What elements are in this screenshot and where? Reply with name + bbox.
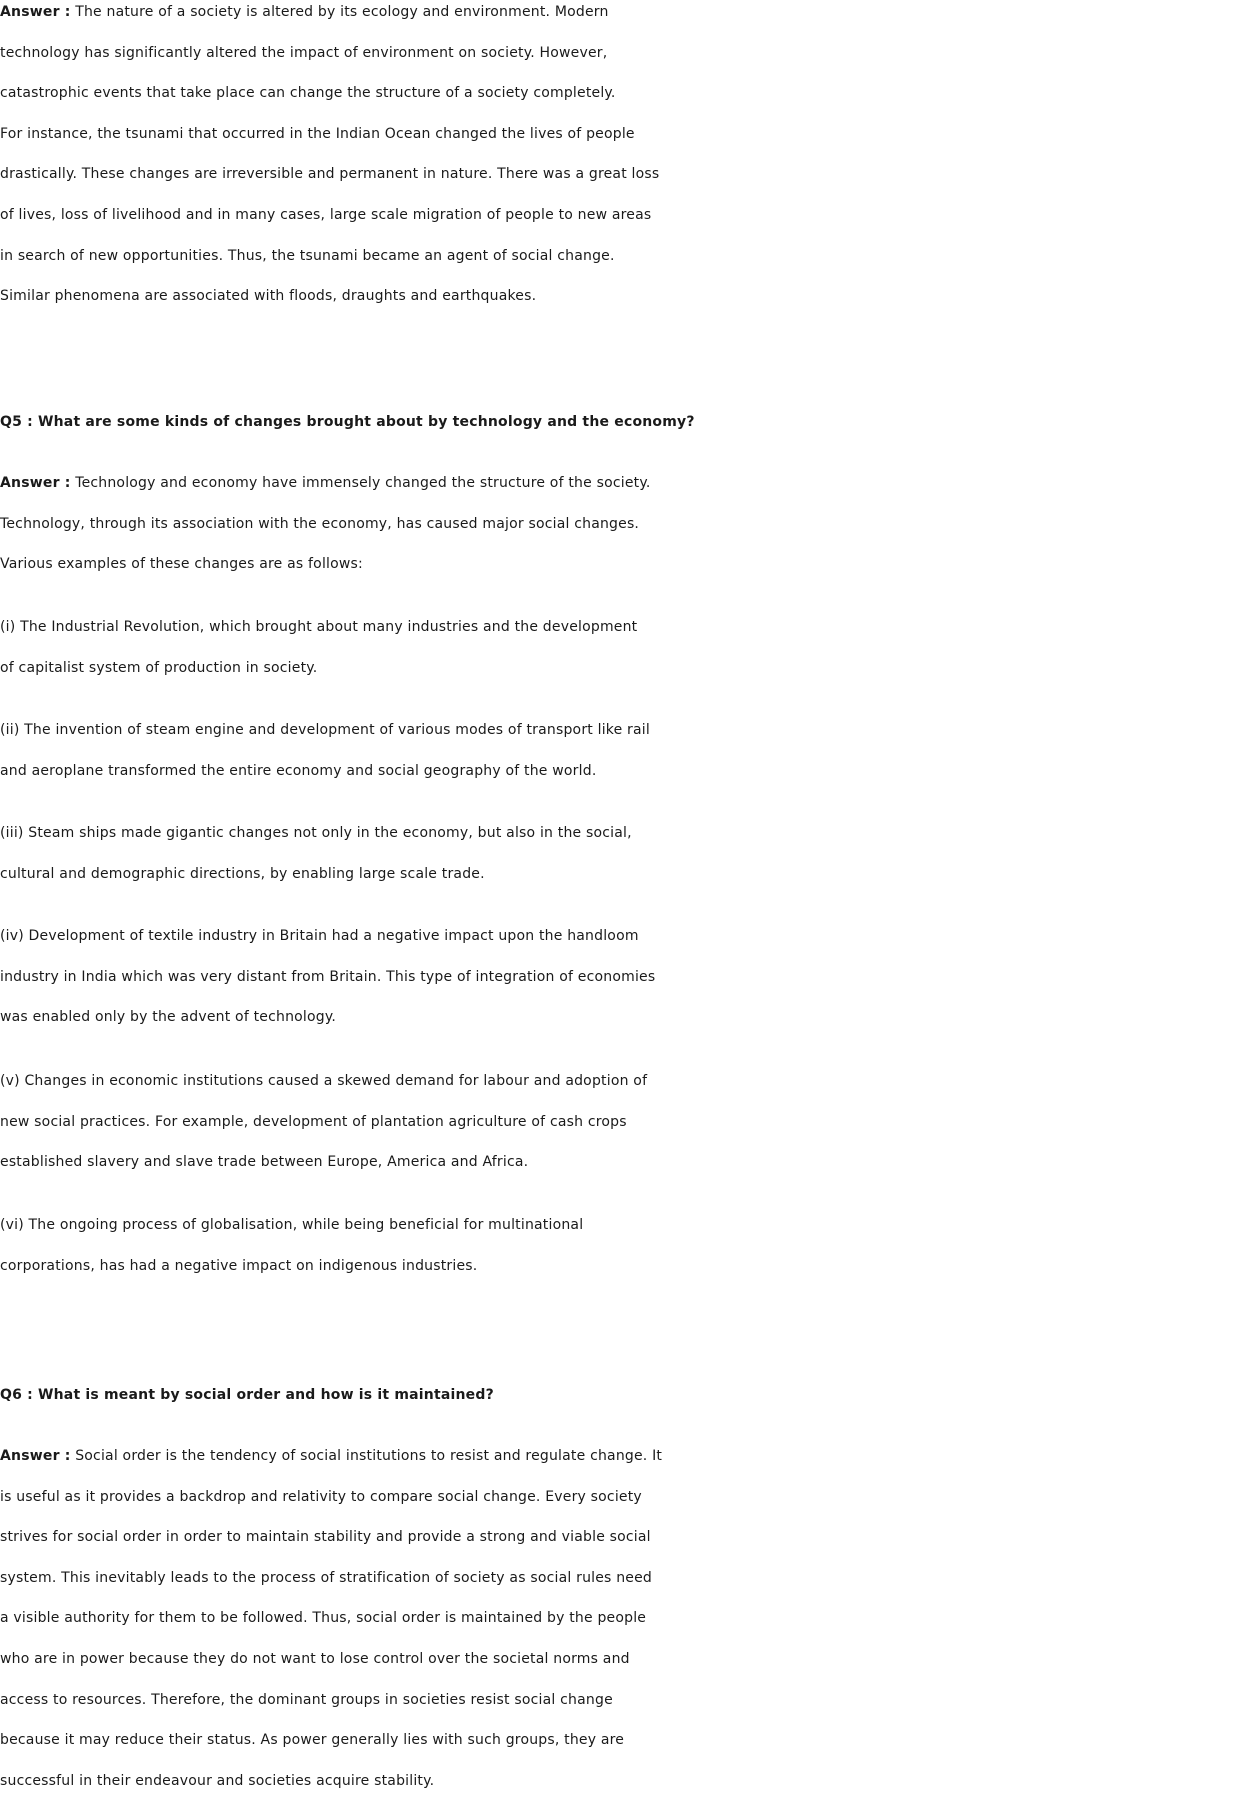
answer-line: Answer : Technology and economy have immensely changed the structure of the society. bbox=[0, 475, 651, 491]
answer-line: is useful as it provides a backdrop and relativity to compare social change. Every society bbox=[0, 1488, 642, 1505]
answer-line: drastically. These changes are irreversible and permanent in nature. There was a great loss bbox=[0, 166, 660, 183]
answer-line: who are in power because they do not want to lose control over the societal norms and bbox=[0, 1650, 630, 1667]
answer-line: catastrophic events that take place can change the structure of a society completely. bbox=[0, 85, 616, 102]
answer-line: system. This inevitably leads to the process of stratification of society as social rules need bbox=[0, 1569, 652, 1586]
q5-point-iv bbox=[0, 916, 1251, 1038]
point-line: cultural and demographic directions, by enabling large scale trade. bbox=[0, 865, 485, 882]
point-line: and aeroplane transformed the entire economy and social geography of the world. bbox=[0, 762, 597, 779]
point-line: new social practices. For example, development of plantation agriculture of cash crops bbox=[0, 1113, 627, 1130]
point-line: (v) Changes in economic institutions caused a skewed demand for labour and adoption of bbox=[0, 1073, 648, 1089]
answer-line: Various examples of these changes are as follows: bbox=[0, 556, 363, 573]
point-line: (i) The Industrial Revolution, which brought about many industries and the development bbox=[0, 619, 638, 635]
answer-label: Answer : bbox=[0, 1448, 71, 1464]
answer-line: technology has significantly altered the impact of environment on society. However, bbox=[0, 44, 608, 61]
answer-line: a visible authority for them to be followed. Thus, social order is maintained by the people bbox=[0, 1610, 647, 1627]
answer-line: Technology, through its association with the economy, has caused major social changes. bbox=[0, 515, 640, 532]
q5-point-v bbox=[0, 1061, 1251, 1183]
point-line: corporations, has had a negative impact on indigenous industries. bbox=[0, 1257, 478, 1274]
answer-line: Similar phenomena are associated with floods, draughts and earthquakes. bbox=[0, 288, 537, 305]
point-line: (vi) The ongoing process of globalisation, while being beneficial for multinational bbox=[0, 1217, 584, 1233]
q5-answer bbox=[0, 463, 1251, 585]
answer-line: because it may reduce their status. As power generally lies with such groups, they are bbox=[0, 1732, 625, 1749]
answer-line: Answer : The nature of a society is altered by its ecology and environment. Modern bbox=[0, 4, 609, 20]
point-line: industry in India which was very distant from Britain. This type of integration of economies bbox=[0, 968, 656, 985]
point-line: (ii) The invention of steam engine and development of various modes of transport like rail bbox=[0, 722, 650, 738]
point-line: (iii) Steam ships made gigantic changes not only in the economy, but also in the social, bbox=[0, 825, 632, 841]
question-q5 bbox=[0, 402, 1251, 443]
answer-label: Answer : bbox=[0, 4, 71, 20]
point-line: established slavery and slave trade between Europe, America and Africa. bbox=[0, 1154, 529, 1171]
intro-answer bbox=[0, 0, 1251, 317]
answer-line: of lives, loss of livelihood and in many cases, large scale migration of people to new areas bbox=[0, 206, 652, 223]
point-line: was enabled only by the advent of technology. bbox=[0, 1009, 336, 1026]
question-heading: Q5 : What are some kinds of changes brought about by technology and the economy? bbox=[0, 414, 695, 430]
q5-point-ii bbox=[0, 710, 1251, 791]
answer-line: successful in their endeavour and societies acquire stability. bbox=[0, 1772, 435, 1789]
question-heading: Q6 : What is meant by social order and how is it maintained? bbox=[0, 1387, 494, 1403]
answer-label: Answer : bbox=[0, 475, 71, 491]
answer-line: strives for social order in order to maintain stability and provide a strong and viable social bbox=[0, 1529, 651, 1546]
q6-answer bbox=[0, 1436, 1251, 1801]
answer-line: in search of new opportunities. Thus, the tsunami became an agent of social change. bbox=[0, 247, 615, 264]
answer-line: Answer : Social order is the tendency of social institutions to resist and regulate change. It bbox=[0, 1448, 663, 1464]
answer-line: For instance, the tsunami that occurred in the Indian Ocean changed the lives of people bbox=[0, 125, 635, 142]
q5-point-iii bbox=[0, 813, 1251, 894]
point-line: of capitalist system of production in society. bbox=[0, 659, 318, 676]
answer-line: access to resources. Therefore, the dominant groups in societies resist social change bbox=[0, 1691, 613, 1708]
q5-point-vi bbox=[0, 1205, 1251, 1286]
q5-point-i bbox=[0, 607, 1251, 688]
point-line: (iv) Development of textile industry in Britain had a negative impact upon the handloom bbox=[0, 928, 639, 944]
question-q6 bbox=[0, 1375, 1251, 1416]
